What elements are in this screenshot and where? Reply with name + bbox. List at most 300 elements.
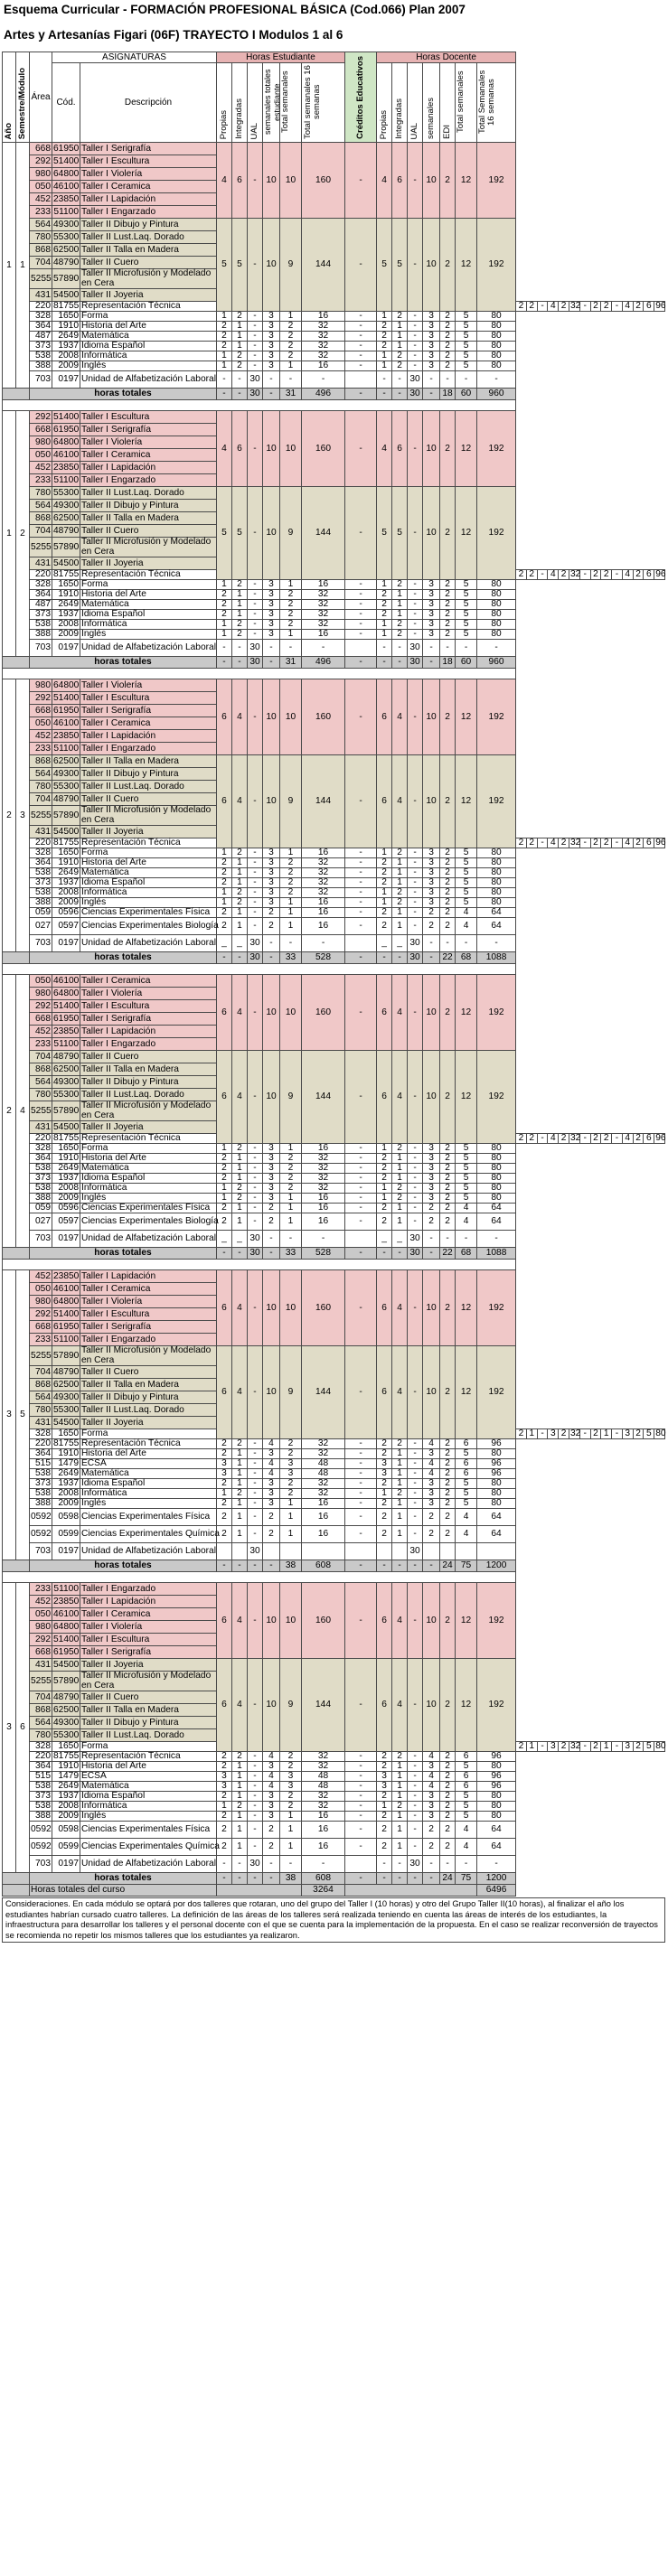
est-hours-cell: 1 bbox=[217, 620, 232, 630]
doc-total-cell: 22 bbox=[440, 1248, 456, 1260]
est-hours-cell: - bbox=[248, 1204, 263, 1213]
cod-cell: 1910 bbox=[52, 1762, 80, 1772]
descripcion-cell: Taller II Lust.Laq. Dorado bbox=[80, 781, 217, 793]
doc-hours-cell: 3 bbox=[423, 590, 440, 600]
descripcion-cell: Taller II Joyeria bbox=[80, 1121, 217, 1134]
doc-hours-cell: - bbox=[408, 1439, 423, 1449]
area-cell: 564 bbox=[30, 1076, 52, 1089]
doc-hours-cell bbox=[423, 1543, 440, 1560]
doc-hours-cell: - bbox=[408, 679, 423, 755]
doc-hours-cell: - bbox=[392, 1856, 408, 1873]
descripcion-cell: Taller II Joyeria bbox=[80, 557, 217, 570]
doc-hours-cell: 2 bbox=[440, 1154, 456, 1164]
doc-hours-cell: 2 bbox=[440, 332, 456, 342]
doc-hours-cell: 12 bbox=[456, 975, 477, 1051]
doc-hours-cell: 2 bbox=[392, 312, 408, 322]
area-cell: 292 bbox=[30, 692, 52, 705]
cod-cell: 2009 bbox=[52, 1499, 80, 1509]
doc-hours-cell: 5 bbox=[456, 312, 477, 322]
doc-hours-cell: 80 bbox=[477, 1802, 516, 1812]
est-hours-cell: 1 bbox=[232, 868, 248, 878]
est-hours-cell: 3 bbox=[263, 1812, 280, 1822]
est-total-cell: 33 bbox=[280, 1248, 302, 1260]
doc-hours-cell: 1 bbox=[392, 1762, 408, 1772]
doc-hours-cell: - bbox=[408, 1051, 423, 1144]
totals-label: horas totales bbox=[30, 657, 217, 669]
creditos-cell: - bbox=[345, 1469, 377, 1479]
creditos-cell: - bbox=[345, 1839, 377, 1856]
est-hours-cell: 1 bbox=[217, 898, 232, 908]
est-hours-cell: 32 bbox=[302, 1154, 345, 1164]
cod-cell: 0597 bbox=[52, 1213, 80, 1231]
creditos-total-cell: - bbox=[345, 389, 377, 400]
spacer-row bbox=[3, 400, 665, 411]
descripcion-cell: Taller I Escultura bbox=[80, 155, 217, 168]
doc-hours-cell: 192 bbox=[477, 1346, 516, 1439]
est-hours-cell: 160 bbox=[302, 679, 345, 755]
doc-hours-cell: 1 bbox=[392, 1792, 408, 1802]
est-hours-cell: 1 bbox=[280, 1144, 302, 1154]
creditos-cell: - bbox=[345, 590, 377, 600]
doc-hours-cell: - bbox=[408, 848, 423, 858]
doc-hours-cell: 2 bbox=[377, 322, 392, 332]
est-hours-cell: 2 bbox=[280, 1164, 302, 1174]
cod-cell: 2649 bbox=[52, 600, 80, 610]
est-hours-cell: 1 bbox=[232, 590, 248, 600]
descripcion-cell: Inglés bbox=[80, 1812, 217, 1822]
grand-total-label: Horas totales del curso bbox=[30, 1885, 217, 1897]
doc-hours-cell: 30 bbox=[408, 1856, 423, 1873]
doc-total-cell: - bbox=[377, 1560, 392, 1572]
doc-hours-cell: 80 bbox=[477, 351, 516, 361]
est-hours-cell: 2 bbox=[217, 1792, 232, 1802]
area-cell: 564 bbox=[30, 500, 52, 512]
est-hours-cell: - bbox=[248, 868, 263, 878]
curriculum-table bbox=[2, 52, 665, 1897]
area-cell: 328 bbox=[30, 1144, 52, 1154]
est-hours-cell: 2 bbox=[263, 1509, 280, 1526]
doc-hours-cell: 2 bbox=[440, 590, 456, 600]
est-hours-cell: 1 bbox=[232, 1449, 248, 1459]
doc-hours-cell: 2 bbox=[633, 1429, 644, 1439]
doc-hours-cell: - bbox=[408, 332, 423, 342]
area-cell: 388 bbox=[30, 630, 52, 640]
est-hours-cell: 2 bbox=[217, 858, 232, 868]
doc-hours-cell: - bbox=[408, 908, 423, 918]
descripcion-cell: Taller I Serigrafía bbox=[80, 143, 217, 155]
descripcion-cell: Taller II Microfusión y Modelado en Cera bbox=[80, 1346, 217, 1366]
doc-hours-cell: - bbox=[423, 935, 440, 952]
creditos-cell: - bbox=[345, 1782, 377, 1792]
est-hours-cell: 3 bbox=[548, 1742, 559, 1752]
area-cell: 704 bbox=[30, 1051, 52, 1063]
col-semestre: Semestre/Módulo bbox=[16, 52, 30, 143]
est-hours-cell: 6 bbox=[217, 1051, 232, 1144]
est-hours-cell: 2 bbox=[263, 918, 280, 935]
area-cell: 373 bbox=[30, 878, 52, 888]
cod-cell: 51400 bbox=[53, 411, 80, 422]
est-hours-cell: 32 bbox=[302, 888, 345, 898]
descripcion-cell: Unidad de Alfabetización Laboral bbox=[80, 1231, 217, 1248]
est-hours-cell: 4 bbox=[232, 1051, 248, 1144]
est-hours-cell: 3 bbox=[263, 600, 280, 610]
doc-hours-cell: 3 bbox=[423, 630, 440, 640]
est-total-cell: - bbox=[248, 1873, 263, 1885]
descripcion-cell: Unidad de Alfabetización Laboral bbox=[80, 640, 217, 657]
cod-cell: 2008 bbox=[52, 888, 80, 898]
doc-hours-cell: 4 bbox=[423, 1459, 440, 1469]
doc-hours-cell: 2 bbox=[440, 975, 456, 1051]
doc-hours-cell: 4 bbox=[392, 1583, 408, 1659]
doc-hours-cell: 12 bbox=[456, 487, 477, 580]
est-hours-cell: 3 bbox=[263, 1499, 280, 1509]
doc-hours-cell: - bbox=[408, 600, 423, 610]
doc-hours-cell: 1 bbox=[392, 1204, 408, 1213]
creditos-cell bbox=[345, 935, 377, 952]
doc-hours-cell: 2 bbox=[633, 570, 644, 580]
est-hours-cell: 3 bbox=[263, 332, 280, 342]
doc-hours-cell: 192 bbox=[477, 679, 516, 755]
est-total-cell: - bbox=[217, 1248, 232, 1260]
est-hours-cell: 6 bbox=[232, 411, 248, 487]
table-row bbox=[3, 312, 665, 322]
est-hours-cell: 32 bbox=[302, 322, 345, 332]
doc-hours-cell: 3 bbox=[622, 1742, 633, 1752]
table-row bbox=[3, 1762, 665, 1772]
est-hours-cell: - bbox=[537, 570, 548, 580]
doc-hours-cell: 96 bbox=[477, 1469, 516, 1479]
est-hours-cell: 32 bbox=[302, 1752, 345, 1762]
table-row bbox=[3, 888, 665, 898]
est-hours-cell: 1 bbox=[217, 630, 232, 640]
table-row bbox=[3, 371, 665, 389]
doc-hours-cell: 4 bbox=[392, 679, 408, 755]
area-cell: 364 bbox=[30, 590, 52, 600]
doc-hours-cell: 2 bbox=[377, 1812, 392, 1822]
area-cell: 388 bbox=[30, 1194, 52, 1204]
cod-cell: 1650 bbox=[52, 580, 80, 590]
doc-hours-cell: - bbox=[408, 878, 423, 888]
est-hours-cell: 2 bbox=[232, 1752, 248, 1762]
est-hours-cell: 2 bbox=[280, 322, 302, 332]
doc-hours-cell: 80 bbox=[477, 888, 516, 898]
doc-hours-cell: 5 bbox=[456, 848, 477, 858]
doc-hours-cell: 5 bbox=[456, 1154, 477, 1164]
doc-hours-cell: - bbox=[408, 1479, 423, 1489]
doc-hours-cell: 2 bbox=[440, 1499, 456, 1509]
area-cell: 233 bbox=[30, 1583, 52, 1596]
doc-hours-cell: 80 bbox=[477, 600, 516, 610]
doc-hours-cell: - bbox=[456, 935, 477, 952]
descripcion-cell: Informática bbox=[80, 1184, 217, 1194]
cod-cell: 61950 bbox=[53, 1013, 80, 1024]
doc-hours-cell: 3 bbox=[423, 858, 440, 868]
doc-hours-cell: 3 bbox=[423, 1479, 440, 1489]
doc-hours-cell bbox=[440, 1543, 456, 1560]
est-hours-cell: 16 bbox=[302, 312, 345, 322]
doc-hours-cell: - bbox=[408, 487, 423, 580]
doc-hours-cell: 5 bbox=[456, 868, 477, 878]
doc-hours-cell: 10 bbox=[423, 143, 440, 219]
est-hours-cell: 6 bbox=[217, 1346, 232, 1439]
descripcion-cell: Historia del Arte bbox=[80, 322, 217, 332]
descripcion-cell: Representación Técnica bbox=[80, 570, 217, 580]
area-cell: 5255 bbox=[30, 1346, 52, 1366]
area-cell: 538 bbox=[30, 351, 52, 361]
est-hours-cell: 2 bbox=[280, 1802, 302, 1812]
doc-hours-cell: 80 bbox=[477, 1194, 516, 1204]
est-hours-cell: - bbox=[537, 1134, 548, 1144]
est-hours-cell: 1 bbox=[280, 1812, 302, 1822]
doc-hours-cell: 5 bbox=[392, 487, 408, 580]
est-hours-cell: 2 bbox=[217, 1839, 232, 1856]
creditos-cell: - bbox=[579, 1134, 590, 1144]
est-hours-cell: 10 bbox=[280, 143, 302, 219]
est-hours-cell: 2 bbox=[516, 1742, 527, 1752]
table-row bbox=[3, 580, 665, 590]
est-hours-cell: 16 bbox=[302, 1213, 345, 1231]
area-cell: 050 bbox=[30, 975, 52, 988]
creditos-cell bbox=[345, 640, 377, 657]
area-cell: 704 bbox=[30, 793, 52, 806]
doc-hours-cell: 1 bbox=[377, 898, 392, 908]
doc-hours-cell: 1 bbox=[392, 610, 408, 620]
est-hours-cell: 6 bbox=[217, 1270, 232, 1346]
area-cell: 704 bbox=[30, 257, 52, 269]
est-hours-cell: - bbox=[248, 342, 263, 351]
est-hours-cell: 1 bbox=[232, 1174, 248, 1184]
creditos-cell: - bbox=[345, 610, 377, 620]
area-cell: 292 bbox=[30, 411, 52, 424]
doc-hours-cell: 2 bbox=[440, 1752, 456, 1762]
est-hours-cell: 2 bbox=[280, 1184, 302, 1194]
doc-hours-cell: 3 bbox=[377, 1469, 392, 1479]
doc-hours-cell: 12 bbox=[456, 1270, 477, 1346]
doc-hours-cell: 2 bbox=[423, 908, 440, 918]
spacer-row bbox=[3, 1260, 665, 1270]
doc-hours-cell: 1 bbox=[392, 1839, 408, 1856]
cod-cell: 46100 bbox=[53, 449, 80, 460]
est-hours-cell: - bbox=[248, 1194, 263, 1204]
est-hours-cell: 3 bbox=[263, 351, 280, 361]
est-hours-cell: 2 bbox=[559, 1429, 569, 1439]
est-hours-cell: 10 bbox=[263, 1051, 280, 1144]
descripcion-cell: Matemática bbox=[80, 1782, 217, 1792]
est-total-cell: 608 bbox=[302, 1873, 345, 1885]
est-hours-cell: 1 bbox=[232, 1839, 248, 1856]
doc-total-cell: - bbox=[392, 1560, 408, 1572]
cod-cell: 1937 bbox=[52, 1174, 80, 1184]
est-total-cell: - bbox=[263, 1248, 280, 1260]
doc-hours-cell: 80 bbox=[477, 868, 516, 878]
est-hours-cell: 1 bbox=[280, 918, 302, 935]
descripcion-cell: Taller I Ceramica bbox=[80, 181, 217, 193]
col-creditos: Créditos Educativos bbox=[345, 52, 377, 143]
doc-hours-cell: 2 bbox=[440, 1213, 456, 1231]
doc-hours-cell: 2 bbox=[377, 1204, 392, 1213]
est-hours-cell: 16 bbox=[302, 1509, 345, 1526]
doc-hours-cell: 4 bbox=[456, 1526, 477, 1543]
est-hours-cell: 3 bbox=[263, 858, 280, 868]
creditos-cell: - bbox=[345, 351, 377, 361]
doc-hours-cell: 1 bbox=[392, 322, 408, 332]
est-hours-cell: 3 bbox=[217, 1772, 232, 1782]
est-hours-cell: 3 bbox=[263, 1479, 280, 1489]
doc-hours-cell: 5 bbox=[456, 888, 477, 898]
area-cell: 668 bbox=[30, 1013, 52, 1026]
est-hours-cell: 2 bbox=[559, 1742, 569, 1752]
doc-hours-cell: 5 bbox=[456, 620, 477, 630]
est-hours-cell: 6 bbox=[217, 1659, 232, 1752]
cod-cell: 64800 bbox=[53, 168, 80, 179]
est-total-cell: - bbox=[232, 1873, 248, 1885]
grand-total-teacher: 6496 bbox=[477, 1885, 516, 1897]
est-hours-cell: 2 bbox=[217, 1526, 232, 1543]
table-row bbox=[3, 1509, 665, 1526]
est-hours-cell: 2 bbox=[232, 848, 248, 858]
doc-total-cell: - bbox=[423, 1873, 440, 1885]
est-hours-cell: - bbox=[248, 590, 263, 600]
descripcion-cell: Idioma Español bbox=[80, 1174, 217, 1184]
est-hours-cell: - bbox=[248, 620, 263, 630]
doc-hours-cell: 2 bbox=[590, 1134, 601, 1144]
doc-hours-cell: - bbox=[423, 371, 440, 389]
area-cell: 668 bbox=[30, 705, 52, 717]
doc-hours-cell: - bbox=[408, 322, 423, 332]
est-hours-cell: 32 bbox=[302, 1439, 345, 1449]
doc-total-cell: 30 bbox=[408, 389, 423, 400]
est-total-cell: - bbox=[232, 1560, 248, 1572]
area-cell: 233 bbox=[30, 206, 52, 219]
est-hours-cell: 3 bbox=[263, 1792, 280, 1802]
descripcion-cell: Idioma Español bbox=[80, 878, 217, 888]
area-cell: 868 bbox=[30, 1704, 52, 1717]
doc-hours-cell: 2 bbox=[440, 361, 456, 371]
doc-hours-cell: 3 bbox=[423, 600, 440, 610]
est-hours-cell: 10 bbox=[280, 679, 302, 755]
area-cell: 538 bbox=[30, 1489, 52, 1499]
table-row bbox=[3, 351, 665, 361]
est-hours-cell: - bbox=[232, 1856, 248, 1873]
est-hours-cell: 3 bbox=[263, 342, 280, 351]
cod-cell: 0197 bbox=[52, 640, 80, 657]
table-row bbox=[3, 1489, 665, 1499]
est-hours-cell: 48 bbox=[302, 1782, 345, 1792]
doc-hours-cell: - bbox=[477, 935, 516, 952]
doc-hours-cell: - bbox=[612, 838, 623, 848]
descripcion-cell: Taller I Ceramica bbox=[80, 717, 217, 730]
table-row bbox=[3, 322, 665, 332]
doc-hours-cell: 1 bbox=[392, 590, 408, 600]
doc-hours-cell: 2 bbox=[440, 312, 456, 322]
creditos-cell: - bbox=[345, 1154, 377, 1164]
descripcion-cell: Representación Técnica bbox=[80, 1439, 217, 1449]
doc-hours-cell: - bbox=[408, 1270, 423, 1346]
doc-hours-cell: 30 bbox=[408, 1543, 423, 1560]
est-hours-cell: 1 bbox=[217, 888, 232, 898]
area-cell: 5255 bbox=[30, 269, 52, 289]
table-row bbox=[3, 1543, 665, 1560]
doc-hours-cell: 10 bbox=[423, 1583, 440, 1659]
doc-hours-cell: - bbox=[377, 640, 392, 657]
doc-total-cell: - bbox=[377, 1248, 392, 1260]
descripcion-cell: Taller II Microfusión y Modelado en Cera bbox=[80, 269, 217, 289]
est-hours-cell bbox=[302, 1543, 345, 1560]
area-cell: 538 bbox=[30, 1802, 52, 1812]
totals-row bbox=[3, 952, 665, 964]
doc-hours-cell: 64 bbox=[477, 918, 516, 935]
cod-cell: 23850 bbox=[53, 1026, 80, 1036]
doc-hours-cell: 10 bbox=[423, 1346, 440, 1439]
semestre-cell: 5 bbox=[16, 1270, 30, 1560]
est-hours-cell: 30 bbox=[248, 1543, 263, 1560]
doc-hours-cell: 2 bbox=[601, 838, 612, 848]
doc-hours-cell: - bbox=[377, 371, 392, 389]
doc-hours-cell: 2 bbox=[440, 1051, 456, 1144]
doc-hours-cell: 2 bbox=[392, 580, 408, 590]
cod-cell: 51400 bbox=[53, 155, 80, 166]
doc-hours-cell: 4 bbox=[423, 1752, 440, 1762]
asignaturas-header: ASIGNATURAS bbox=[52, 52, 217, 63]
area-cell: 0592 bbox=[30, 1822, 52, 1839]
est-hours-cell: 2 bbox=[217, 610, 232, 620]
est-hours-cell: - bbox=[248, 1144, 263, 1154]
est-hours-cell: 2 bbox=[280, 351, 302, 361]
doc-hours-cell: 6 bbox=[644, 302, 654, 312]
table-row bbox=[3, 1499, 665, 1509]
area-cell: 452 bbox=[30, 1026, 52, 1038]
doc-hours-cell: 2 bbox=[392, 361, 408, 371]
table-row bbox=[3, 610, 665, 620]
est-hours-cell: 144 bbox=[302, 1051, 345, 1144]
est-hours-cell: - bbox=[248, 1270, 263, 1346]
est-hours-cell: 2 bbox=[217, 868, 232, 878]
est-hours-cell: 2 bbox=[559, 570, 569, 580]
est-total-cell: 30 bbox=[248, 657, 263, 669]
area-cell: 220 bbox=[30, 570, 52, 580]
table-row bbox=[3, 1526, 665, 1543]
est-total-cell: - bbox=[217, 389, 232, 400]
doc-total-cell: - bbox=[392, 389, 408, 400]
creditos-cell bbox=[345, 371, 377, 389]
doc-hours-cell: 96 bbox=[655, 301, 666, 311]
doc-total-cell: - bbox=[392, 657, 408, 669]
doc-hours-cell: 4 bbox=[456, 908, 477, 918]
est-hours-cell: 2 bbox=[263, 1839, 280, 1856]
doc-hours-cell: 1 bbox=[377, 1194, 392, 1204]
est-hours-cell: 32 bbox=[302, 1802, 345, 1812]
est-hours-cell: 2 bbox=[217, 1822, 232, 1839]
est-total-cell: 496 bbox=[302, 657, 345, 669]
doc-hours-cell: 2 bbox=[377, 1213, 392, 1231]
doc-hours-cell: - bbox=[408, 1164, 423, 1174]
table-row bbox=[3, 1822, 665, 1839]
doc-hours-cell: 96 bbox=[655, 1133, 666, 1143]
area-cell: 538 bbox=[30, 888, 52, 898]
est-hours-cell: 3 bbox=[263, 312, 280, 322]
creditos-cell: - bbox=[345, 487, 377, 580]
descripcion-cell: Taller II Cuero bbox=[80, 1691, 217, 1704]
doc-hours-cell: - bbox=[408, 1459, 423, 1469]
doc-hours-cell: - bbox=[408, 590, 423, 600]
area-cell: 388 bbox=[30, 361, 52, 371]
area-cell: 220 bbox=[30, 302, 52, 312]
doc-hours-cell: 2 bbox=[440, 1204, 456, 1213]
descripcion-cell: Ciencias Experimentales Física bbox=[80, 1822, 217, 1839]
cod-cell: 81755 bbox=[53, 1133, 80, 1143]
area-cell: 431 bbox=[30, 1417, 52, 1429]
table-row bbox=[3, 342, 665, 351]
